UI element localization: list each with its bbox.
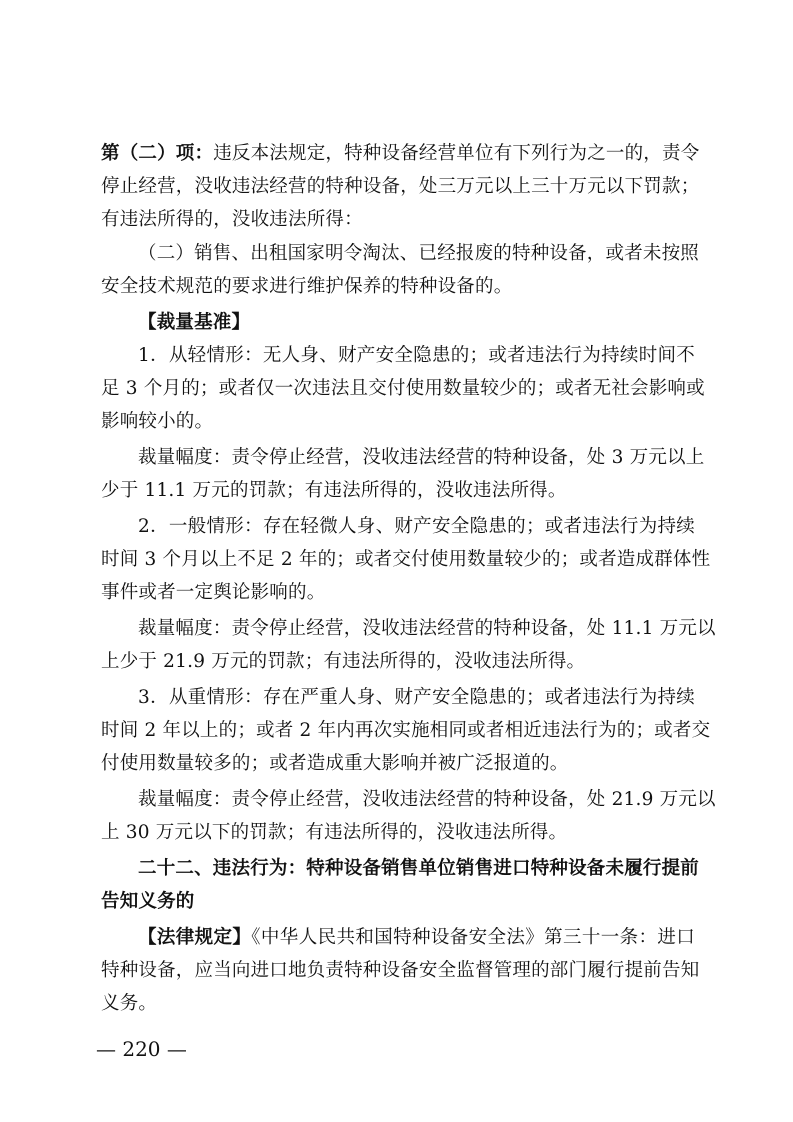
clause-line: 安全技术规范的要求进行维护保养的特种设备的。 bbox=[101, 276, 513, 297]
range-line: 上少于 21.9 万元的罚款；有违法所得的，没收违法所得。 bbox=[101, 651, 586, 672]
law-line: 特种设备，应当向进口地负责特种设备安全监督管理的部门履行提前告知 bbox=[101, 960, 700, 981]
criteria-line: 3．从重情形：存在严重人身、财产安全隐患的；或者违法行为持续 bbox=[138, 687, 695, 708]
law-line: 义务。 bbox=[101, 993, 158, 1014]
range-line: 裁量幅度：责令停止经营，没收违法经营的特种设备，处 21.9 万元以 bbox=[138, 789, 716, 810]
law-line bbox=[138, 923, 695, 953]
clause-line: （二）销售、出租国家明令淘汰、已经报废的特种设备，或者未按照 bbox=[138, 243, 700, 264]
section-heading: 【裁量基准】 bbox=[138, 312, 251, 333]
criteria-line: 时间 3 个月以上不足 2 年的；或者交付使用数量较少的；或者造成群体性 bbox=[101, 549, 711, 570]
criteria-line: 影响较小的。 bbox=[101, 411, 214, 432]
violation-heading: 二十二、违法行为：特种设备销售单位销售进口特种设备未履行提前 bbox=[138, 858, 700, 879]
criteria-line: 1．从轻情形：无人身、财产安全隐患的；或者违法行为持续时间不 bbox=[138, 345, 695, 366]
article-line: 有违法所得的，没收违法所得： bbox=[101, 209, 363, 230]
article-line: 停止经营，没收违法经营的特种设备，处三万元以上三十万元以下罚款； bbox=[101, 176, 700, 197]
criteria-line: 付使用数量较多的；或者造成重大影响并被广泛报道的。 bbox=[101, 753, 569, 774]
page-number: — 220 — bbox=[96, 1037, 187, 1061]
law-label: 【法律规定】 bbox=[138, 927, 252, 948]
criteria-line: 2．一般情形：存在轻微人身、财产安全隐患的；或者违法行为持续 bbox=[138, 516, 695, 537]
line-text: 违反本法规定，特种设备经营单位有下列行为之一的，责令 bbox=[213, 143, 700, 164]
range-line: 裁量幅度：责令停止经营，没收违法经营的特种设备，处 11.1 万元以 bbox=[138, 618, 716, 639]
criteria-line: 足 3 个月的；或者仅一次违法且交付使用数量较少的；或者无社会影响或 bbox=[101, 378, 705, 399]
range-line: 少于 11.1 万元的罚款；有违法所得的，没收违法所得。 bbox=[101, 480, 567, 501]
range-line: 裁量幅度：责令停止经营，没收违法经营的特种设备，处 3 万元以上 bbox=[138, 447, 705, 468]
violation-heading: 告知义务的 bbox=[101, 891, 195, 912]
range-line: 上 30 万元以下的罚款；有违法所得的，没收违法所得。 bbox=[101, 822, 568, 843]
line-text: 《中华人民共和国特种设备安全法》第三十一条：进口 bbox=[251, 927, 696, 948]
item-label: 第（二）项： bbox=[101, 143, 214, 164]
criteria-line: 时间 2 年以上的；或者 2 年内再次实施相同或者相近违法行为的；或者交 bbox=[101, 720, 711, 741]
article-line bbox=[101, 139, 700, 169]
criteria-line: 事件或者一定舆论影响的。 bbox=[101, 582, 326, 603]
